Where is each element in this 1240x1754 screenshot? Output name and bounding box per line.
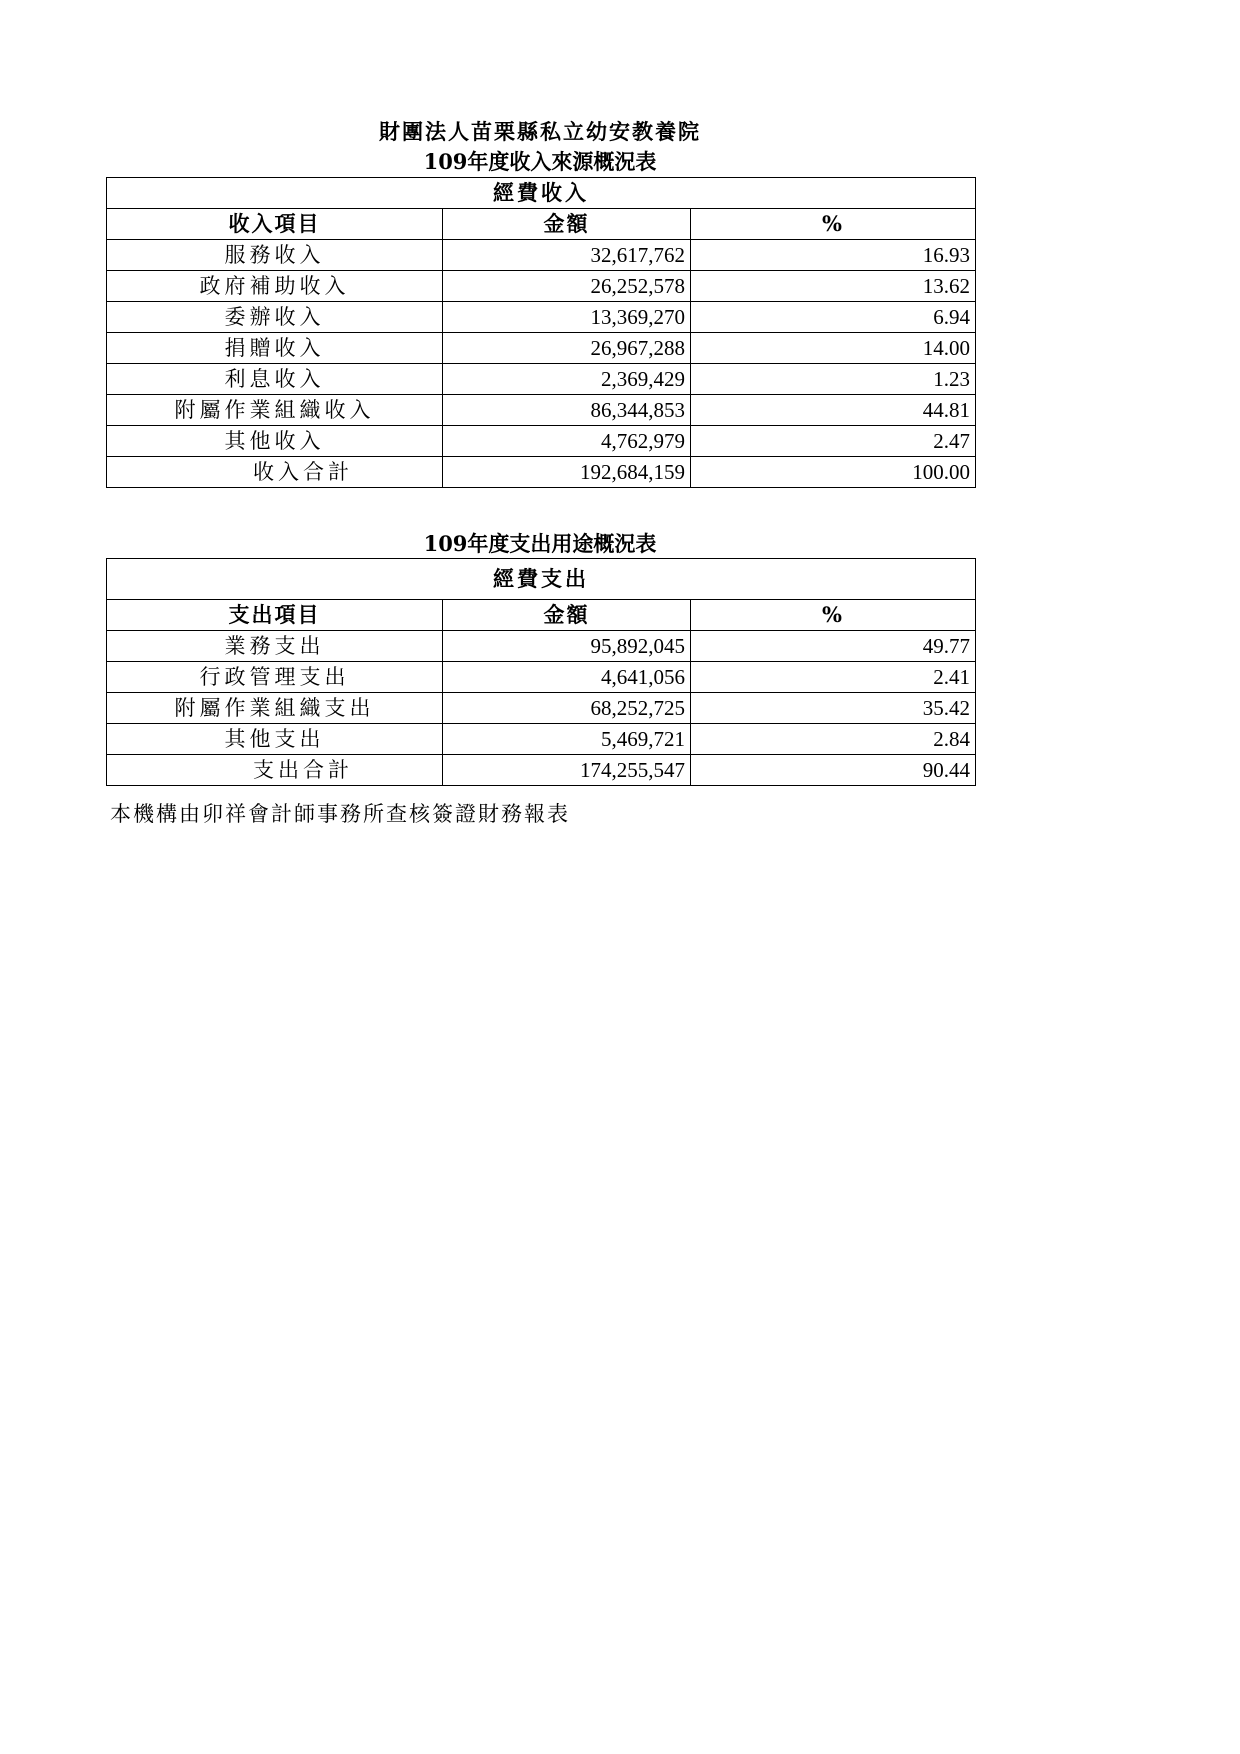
income-percent: 2.47 (691, 426, 976, 457)
organization-title: 財團法人苗栗縣私立幼安教養院 (379, 119, 701, 144)
income-row (107, 271, 976, 302)
income-header-item: 收入項目 (107, 209, 443, 240)
expense-amount: 5,469,721 (443, 724, 691, 755)
expense-header-row (107, 600, 976, 631)
income-row (107, 240, 976, 271)
expense-row (107, 631, 976, 662)
expense-amount: 68,252,725 (443, 693, 691, 724)
expense-table-title: 109年度支出用途概況表 (423, 531, 657, 556)
expense-header-amount: 金額 (443, 600, 691, 631)
income-percent: 13.62 (691, 271, 976, 302)
income-total-row (107, 457, 976, 488)
income-item: 捐贈收入 (107, 333, 443, 364)
income-item: 服務收入 (107, 240, 443, 271)
expense-band-label: 經費支出 (107, 559, 976, 600)
audit-footnote: 本機構由卯祥會計師事務所查核簽證財務報表 (110, 802, 570, 826)
expense-item: 行政管理支出 (107, 662, 443, 693)
expense-percent: 35.42 (691, 693, 976, 724)
income-amount: 4,762,979 (443, 426, 691, 457)
income-item: 附屬作業組織收入 (107, 395, 443, 426)
expense-row (107, 693, 976, 724)
income-item: 利息收入 (107, 364, 443, 395)
expense-amount: 4,641,056 (443, 662, 691, 693)
expense-total-percent: 90.44 (691, 755, 976, 786)
expense-item: 附屬作業組織支出 (107, 693, 443, 724)
expense-header-percent: % (691, 600, 976, 631)
expense-percent: 2.84 (691, 724, 976, 755)
income-header-row (107, 209, 976, 240)
income-table-title: 109年度收入來源概況表 (423, 149, 657, 174)
expense-item: 其他支出 (107, 724, 443, 755)
expense-percent: 49.77 (691, 631, 976, 662)
income-amount: 26,252,578 (443, 271, 691, 302)
income-band-row (107, 178, 976, 209)
income-amount: 2,369,429 (443, 364, 691, 395)
income-percent: 44.81 (691, 395, 976, 426)
income-percent: 6.94 (691, 302, 976, 333)
income-header-percent: % (691, 209, 976, 240)
income-row (107, 333, 976, 364)
expense-table (106, 558, 976, 786)
income-amount: 13,369,270 (443, 302, 691, 333)
income-total-amount: 192,684,159 (443, 457, 691, 488)
expense-percent: 2.41 (691, 662, 976, 693)
expense-row (107, 724, 976, 755)
income-table (106, 177, 976, 488)
income-row (107, 302, 976, 333)
income-header-amount: 金額 (443, 209, 691, 240)
expense-total-row (107, 755, 976, 786)
income-row (107, 364, 976, 395)
income-percent: 16.93 (691, 240, 976, 271)
expense-header-item: 支出項目 (107, 600, 443, 631)
income-amount: 26,967,288 (443, 333, 691, 364)
expense-total-amount: 174,255,547 (443, 755, 691, 786)
income-total-label: 收入合計 (107, 457, 443, 488)
income-total-percent: 100.00 (691, 457, 976, 488)
income-amount: 86,344,853 (443, 395, 691, 426)
expense-row (107, 662, 976, 693)
expense-amount: 95,892,045 (443, 631, 691, 662)
expense-total-label: 支出合計 (107, 755, 443, 786)
income-percent: 1.23 (691, 364, 976, 395)
income-item: 其他收入 (107, 426, 443, 457)
income-item: 委辦收入 (107, 302, 443, 333)
expense-band-row (107, 559, 976, 600)
expense-item: 業務支出 (107, 631, 443, 662)
income-row (107, 395, 976, 426)
income-item: 政府補助收入 (107, 271, 443, 302)
income-percent: 14.00 (691, 333, 976, 364)
income-band-label: 經費收入 (107, 178, 976, 209)
income-row (107, 426, 976, 457)
income-amount: 32,617,762 (443, 240, 691, 271)
